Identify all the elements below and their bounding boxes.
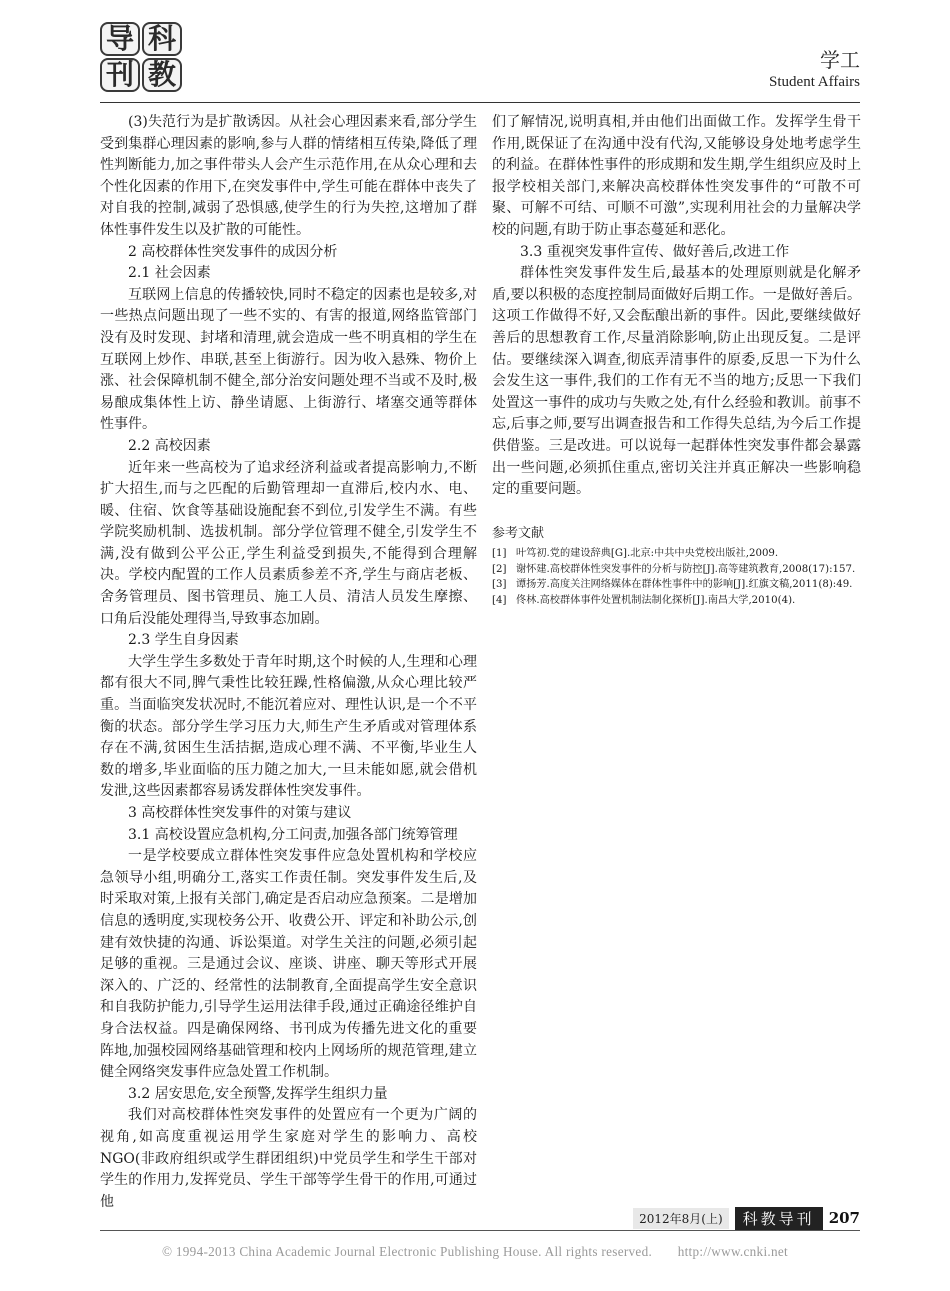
- footer-divider: [100, 1230, 860, 1231]
- reference-text: 佟林.高校群体事件处置机制法制化探析[J].南昌大学,2010(4).: [516, 595, 796, 607]
- logo-char: 教: [142, 58, 182, 92]
- body-paragraph: 们了解情况,说明真相,并由他们出面做工作。发挥学生骨干作用,既保证了在沟通中没有代沟,又能够设身处地考虑学生的利益。在群体性事件的形成期和发生期,学生组织应及时上报学校相关部门,来解决高校群体性突发事件的“可散不可聚、可解不可结、可顺不可激”,实现利用社会的力量解决学校的问题,有助于防止事态蔓延和恶化。: [492, 114, 861, 238]
- page-footer: [633, 1207, 860, 1229]
- reference-number: [4]: [492, 595, 507, 607]
- section-heading: 3 高校群体性突发事件的对策与建议: [128, 805, 352, 821]
- references-title: 参考文献: [492, 525, 545, 541]
- right-column: [492, 112, 861, 609]
- section-heading: 2.2 高校因素: [128, 437, 211, 454]
- reference-text: 谢怀建.高校群体性突发事件的分析与防控[J].高等建筑教育,2008(17):157.: [516, 563, 856, 575]
- body-paragraph: 互联网上信息的传播较快,同时不稳定的因素也是较多,对一些热点问题出现了一些不实的、有害的报道,网络监管部门没有及时发现、封堵和清理,就会造成一些不明真相的学生在互联网上炒作、串联,甚至上街游行。因为收入悬殊、物价上涨、社会保障机制不健全,部分治安问题处理不当或不及时,极易酿成集体性上访、静坐请愿、上街游行、堵塞交通等群体性事件。: [100, 286, 477, 433]
- journal-name: 科教导刊: [735, 1207, 823, 1230]
- body-paragraph: (3)失范行为是扩散诱因。从社会心理因素来看,部分学生受到集群心理因素的影响,参与人群的情绪相互传染,降低了理性判断能力,加之事件带头人会产生示范作用,在从众心理和去个性化因素的作用下,在突发事件中,学生可能在群体中丧失了对自我的控制,减弱了恐惧感,使学生的行为失控,这增加了群体性事件发生以及扩散的可能性。: [100, 114, 477, 238]
- cnki-url[interactable]: http://www.cnki.net: [677, 1244, 789, 1259]
- section-title-en: Student Affairs: [769, 74, 860, 90]
- left-column: [100, 112, 477, 1213]
- section-heading: 3.2 居安思危,安全预警,发挥学生组织力量: [128, 1085, 388, 1102]
- reference-number: [1]: [492, 548, 507, 560]
- reference-item: [492, 593, 861, 609]
- copyright-line: [0, 1244, 950, 1260]
- header-divider: [100, 102, 860, 103]
- body-paragraph: 大学生学生多数处于青年时期,这个时候的人,生理和心理都有很大不同,脾气秉性比较狂躁,性格偏激,从众心理比较严重。当面临突发状况时,不能沉着应对、理性认识,是一个不平衡的状态。部分学生学习压力大,师生产生矛盾或对管理体系存在不满,贫困生生活拮据,造成心理不满、不平衡,毕业生人数的增多,毕业面临的压力随之加大,一旦未能如愿,就会借机发泄,这些因素都容易诱发群体性突发事件。: [100, 653, 477, 800]
- logo-char: 刊: [100, 58, 140, 92]
- copyright-text: © 1994-2013 China Academic Journal Electronic Publishing House. All rights reserved.: [161, 1244, 653, 1259]
- section-heading: 2.3 学生自身因素: [128, 632, 239, 649]
- body-paragraph: 群体性突发事件发生后,最基本的处理原则就是化解矛盾,要以积极的态度控制局面做好后期工作。一是做好善后。这项工作做得不好,又会酝酿出新的事件。因此,要继续做好善后的思想教育工作,尽量消除影响,防止出现反复。二是评估。要继续深入调查,彻底弄清事件的原委,反思一下为什么会发生这一事件,我们的工作有无不当的地方;反思一下我们处置这一事件的成功与失败之处,有什么经验和教训。前事不忘,后事之师,要写出调查报告和工作得失总结,为今后工作提供借鉴。三是改进。可以说每一起群体性突发事件都会暴露出一些问题,必须抓住重点,密切关注并真正解决一些影响稳定的重要问题。: [492, 265, 861, 498]
- issue-date: 2012年8月(上): [633, 1208, 729, 1229]
- section-heading: 2.1 社会因素: [128, 265, 211, 282]
- page-number: 207: [828, 1209, 860, 1227]
- reference-item: [492, 546, 861, 562]
- references-list: [492, 546, 861, 608]
- reference-text: 谭扬芳.高度关注网络媒体在群体性事件中的影响[J].红旗文稿,2011(8):49.: [516, 579, 853, 591]
- reference-item: [492, 562, 861, 578]
- reference-text: 叶笃初.党的建设辞典[G].北京:中共中央党校出版社,2009.: [516, 548, 779, 560]
- body-paragraph: 近年来一些高校为了追求经济利益或者提高影响力,不断扩大招生,而与之匹配的后勤管理却一直滞后,校内水、电、暖、住宿、饮食等基础设施配套不到位,引发学生不满。有些学院奖励机制、选拔机制。部分学位管理不健全,引发学生不满,没有做到公平公正,学生利益受到损失,不能得到合理解决。学校内配置的工作人员素质参差不齐,学生与商店老板、舍务管理员、图书管理员、施工人员、清洁人员发生摩擦、口角后没能处理得当,导致事态加剧。: [100, 459, 477, 627]
- reference-number: [2]: [492, 563, 507, 575]
- logo-char: 科: [142, 22, 182, 56]
- body-paragraph: 一是学校要成立群体性突发事件应急处置机构和学校应急领导小组,明确分工,落实工作责任制。突发事件发生后,及时采取对策,上报有关部门,确定是否启动应急预案。二是增加信息的透明度,实现校务公开、收费公开、评定和补助公示,创建有效快捷的沟通、诉讼渠道。对学生关注的问题,必须引起足够的重视。三是通过会议、座谈、讲座、聊天等形式开展深入的、广泛的、经常性的法制教育,全面提高学生安全意识和自我防护能力,引导学生运用法律手段,通过正确途径维护自身合法权益。四是确保网络、书刊成为传播先进文化的重要阵地,加强校园网络基础管理和校内上网场所的规范管理,建立健全网络突发事件应急处置工作机制。: [100, 848, 477, 1081]
- section-heading: 3.3 重视突发事件宣传、做好善后,改进工作: [520, 243, 790, 260]
- body-paragraph: 我们对高校群体性突发事件的处置应有一个更为广阔的视角,如高度重视运用学生家庭对学生的影响力、高校NGO(非政府组织或学生群团组织)中党员学生和学生干部对学生的作用力,发挥党员、学生干部等学生骨干的作用,可通过他: [100, 1107, 477, 1210]
- right-column-body: [492, 112, 861, 501]
- logo-char: 导: [100, 22, 140, 56]
- journal-logo: [100, 22, 186, 94]
- section-heading: 2 高校群体性突发事件的成因分析: [128, 243, 338, 260]
- section-title-cn: 学工: [820, 48, 860, 72]
- section-heading: 3.1 高校设置应急机构,分工问责,加强各部门统筹管理: [128, 826, 458, 843]
- reference-item: [492, 577, 861, 593]
- reference-number: [3]: [492, 579, 507, 591]
